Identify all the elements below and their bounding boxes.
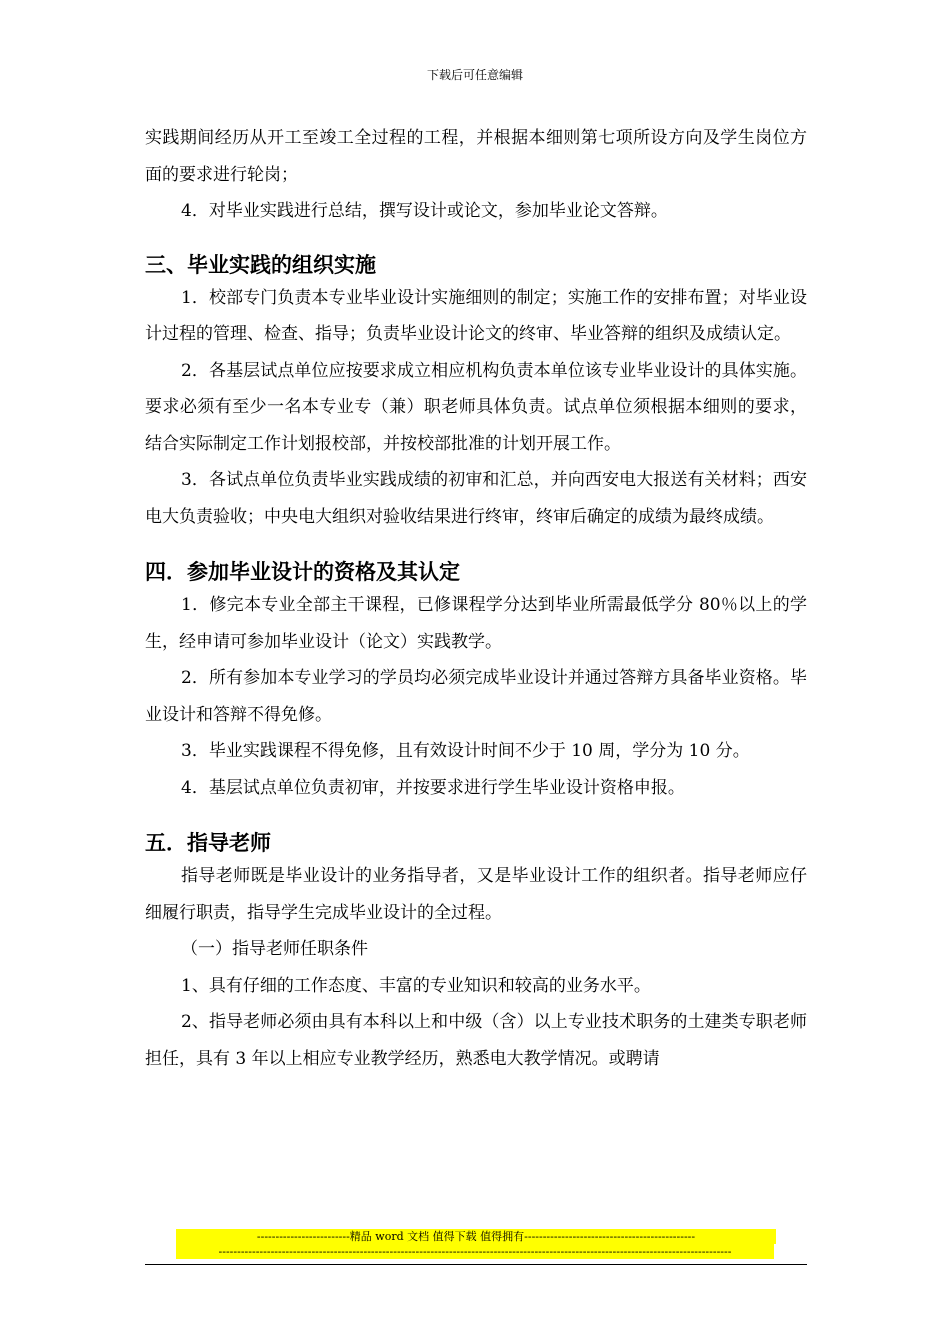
header-note: 下载后可任意编辑: [426, 68, 523, 82]
paragraph: 4．对毕业实践进行总结，撰写设计或论文，参加毕业论文答辩。: [181, 201, 668, 221]
paragraph: 4．基层试点单位负责初审，并按要求进行学生毕业设计资格申报。: [181, 777, 685, 798]
footer-divider: [145, 1264, 807, 1265]
footer-banner-line-1: -------------------------精品 word 文档 值得下载 值得拥有----------------------------------------------: [176, 1229, 776, 1244]
paragraph: 实践期间经历从开工至竣工全过程的工程，并根据本细则第七项所设方向及学生岗位方面的要求进行轮岗；: [145, 128, 807, 185]
paragraph: 3．各试点单位负责毕业实践成绩的初审和汇总，并向西安电大报送有关材料；西安电大负责验收；中央电大组织对验收结果进行终审，终审后确定的成绩为最终成绩。: [145, 470, 807, 527]
paragraph: （一）指导老师任职条件: [181, 939, 368, 959]
paragraph: 2．各基层试点单位应按要求成立相应机构负责本单位该专业毕业设计的具体实施。要求必须有至少一名本专业专（兼）职老师具体负责。试点单位须根据本细则的要求，结合实际制定工作计划报校部，并按校部批准的计划开展工作。: [145, 360, 807, 454]
footer-banner-line-2: ------------------------------------------------------------------------------------------------------------------------------------------: [176, 1244, 774, 1259]
paragraph: 1．校部专门负责本专业毕业设计实施细则的制定；实施工作的安排布置；对毕业设计过程的管理、检查、指导；负责毕业设计论文的终审、毕业答辩的组织及成绩认定。: [145, 287, 807, 344]
paragraph: 2、指导老师必须由具有本科以上和中级（含）以上专业技术职务的土建类专职老师担任，具有 3 年以上相应专业教学经历，熟悉电大教学情况。或聘请: [145, 1012, 807, 1069]
paragraph: 2．所有参加本专业学习的学员均必须完成毕业设计并通过答辩方具备毕业资格。毕业设计和答辩不得免修。: [145, 668, 807, 725]
section-heading-5: 五．指导老师: [145, 831, 271, 855]
document-body: [145, 120, 807, 1077]
paragraph: 3．毕业实践课程不得免修，且有效设计时间不少于 10 周，学分为 10 分。: [181, 741, 750, 761]
paragraph: 指导老师既是毕业设计的业务指导者，又是毕业设计工作的组织者。指导老师应仔细履行职责，指导学生完成毕业设计的全过程。: [145, 866, 807, 923]
section-heading-4: 四．参加毕业设计的资格及其认定: [145, 560, 460, 584]
section-heading-3: 三、毕业实践的组织实施: [145, 252, 376, 277]
paragraph: 1．修完本专业全部主干课程，已修课程学分达到毕业所需最低学分 80％以上的学生，经申请可参加毕业设计（论文）实践教学。: [145, 595, 807, 652]
paragraph: 1、具有仔细的工作态度、丰富的专业知识和较高的业务水平。: [181, 975, 651, 996]
